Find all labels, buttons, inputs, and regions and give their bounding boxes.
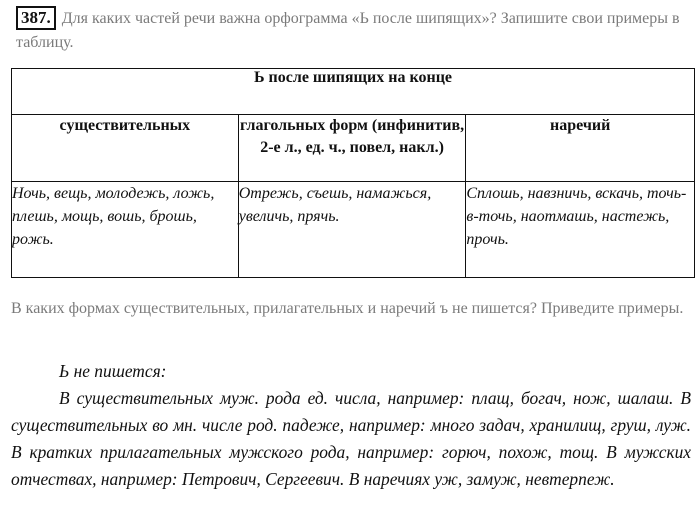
noun-examples: Ночь, вещь, молодежь, ложь, плешь, мощь, вошь, брошь, рожь. (12, 182, 239, 278)
answer-block (11, 358, 691, 493)
exercise-number: 387. (16, 6, 56, 30)
follow-up-question: В каких формах существительных, прилагательных и наречий ъ не пишется? Приведите примеры. (11, 300, 684, 317)
verb-form-examples: Отрежь, съешь, намажься, увеличь, прячь. (238, 182, 466, 278)
column-header-verb-forms: глагольных форм (инфинитив, 2-е л., ед. ч., повел, накл.) (238, 115, 466, 182)
table-row (12, 182, 695, 278)
column-header-adverbs: наречий (466, 115, 695, 182)
table-header-row (12, 115, 695, 182)
task-statement (16, 6, 691, 55)
task-instruction: Для каких частей речи важна орфограмма «Ь после шипящих»? Запишите свои примеры в таблицу. (16, 10, 680, 51)
table-title-row (12, 69, 695, 115)
table-title: Ь после шипящих на конце (12, 69, 695, 115)
answer-heading: Ь не пишется: (59, 361, 167, 381)
adverb-examples: Сплошь, навзничь, вскачь, точь-в-точь, наотмашь, настежь, прочь. (466, 182, 695, 278)
answer-body: В существительных муж. рода ед. числа, например: плащ, богач, нож, шалаш. В существительных во мн. числе род. падеже, например: много задач, хранилищ, груш, луж. В кратких прилагательных мужского рода, например: горюч, похож, тощ. В мужских отчествах, например: Петрович, Сергеевич. В наречиях уж, замуж, невтерпеж. (11, 388, 691, 489)
column-header-nouns: существительных (12, 115, 239, 182)
spelling-table (11, 68, 695, 278)
